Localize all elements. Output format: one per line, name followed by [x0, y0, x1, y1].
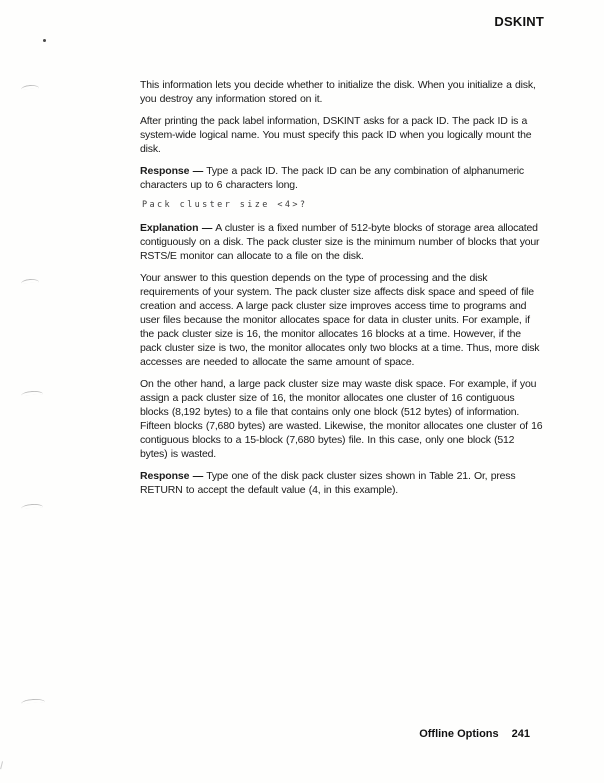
running-head: DSKINT: [494, 14, 544, 29]
paragraph-text: Type a pack ID. The pack ID can be any combination of alphanumeric characters up to 6 characters long.: [140, 165, 524, 191]
paragraph-initialize-info: [140, 78, 544, 106]
margin-mark: [21, 390, 43, 396]
paragraph-text: After printing the pack label information, DSKINT asks for a pack ID. The pack ID is a system-wide logical name. You must specify this pack ID when you logically mount the disk.: [140, 115, 532, 155]
paragraph-waste-space: [140, 377, 544, 461]
margin-mark: [21, 278, 39, 283]
scan-artifact-speck: [0, 761, 9, 770]
footer-section-title: Offline Options: [419, 728, 499, 740]
paragraph-lead: Explanation —: [140, 222, 213, 234]
paragraph-text: A cluster is a fixed number of 512-byte blocks of storage area allocated contiguously on a disk. The pack cluster size is the minimum number of blocks that your RSTS/E monitor can allocate to a file on the disk.: [140, 222, 540, 262]
paragraph-answer-depends: [140, 271, 544, 369]
margin-mark: [21, 698, 45, 704]
margin-mark: [21, 503, 43, 509]
footer-page-number: 241: [511, 728, 530, 740]
paragraph-explanation-cluster: [140, 221, 544, 263]
paragraph-text: Type one of the disk pack cluster sizes shown in Table 21. Or, press RETURN to accept the default value (4, in this example).: [140, 470, 516, 496]
paragraph-text: Your answer to this question depends on the type of processing and the disk requirements of your system. The pack cluster size affects disk space and speed of file creation and access. A large pack cluster size improves access time to programs and user files because the monitor allocates space for data in cluster units. For example, if the pack cluster size is 16, the monitor allocates 16 blocks at a time. However, if the pack cluster size is two, the monitor allocates only two blocks at a time. Thus, more disk accesses are needed to allocate the same amount of space.: [140, 272, 540, 368]
paragraph-response-pack-id: [140, 164, 544, 192]
terminal-prompt-line: Pack cluster size <4>?: [142, 200, 308, 210]
page-content: [140, 78, 544, 505]
paragraph-pack-id: [140, 114, 544, 156]
paragraph-text: This information lets you decide whether to initialize the disk. When you initialize a disk, you destroy any information stored on it.: [140, 79, 536, 105]
scan-artifact-dot: [43, 39, 46, 42]
margin-mark: [21, 84, 39, 89]
paragraph-response-cluster-size: [140, 469, 544, 497]
paragraph-text: On the other hand, a large pack cluster size may waste disk space. For example, if you assign a pack cluster size of 16, the monitor allocates one cluster of 16 contiguous blocks (8,192 bytes) to a file that contains only one block (512 bytes) of information. Fifteen blocks (7,680 bytes) are wasted. Likewise, the monitor allocates one cluster of 16 contiguous blocks to a 15-block (7,680 bytes) file. In this case, only one block (512 bytes) is wasted.: [140, 378, 543, 460]
paragraph-lead: Response —: [140, 165, 204, 177]
page-footer: [419, 728, 530, 740]
paragraph-lead: Response —: [140, 470, 204, 482]
